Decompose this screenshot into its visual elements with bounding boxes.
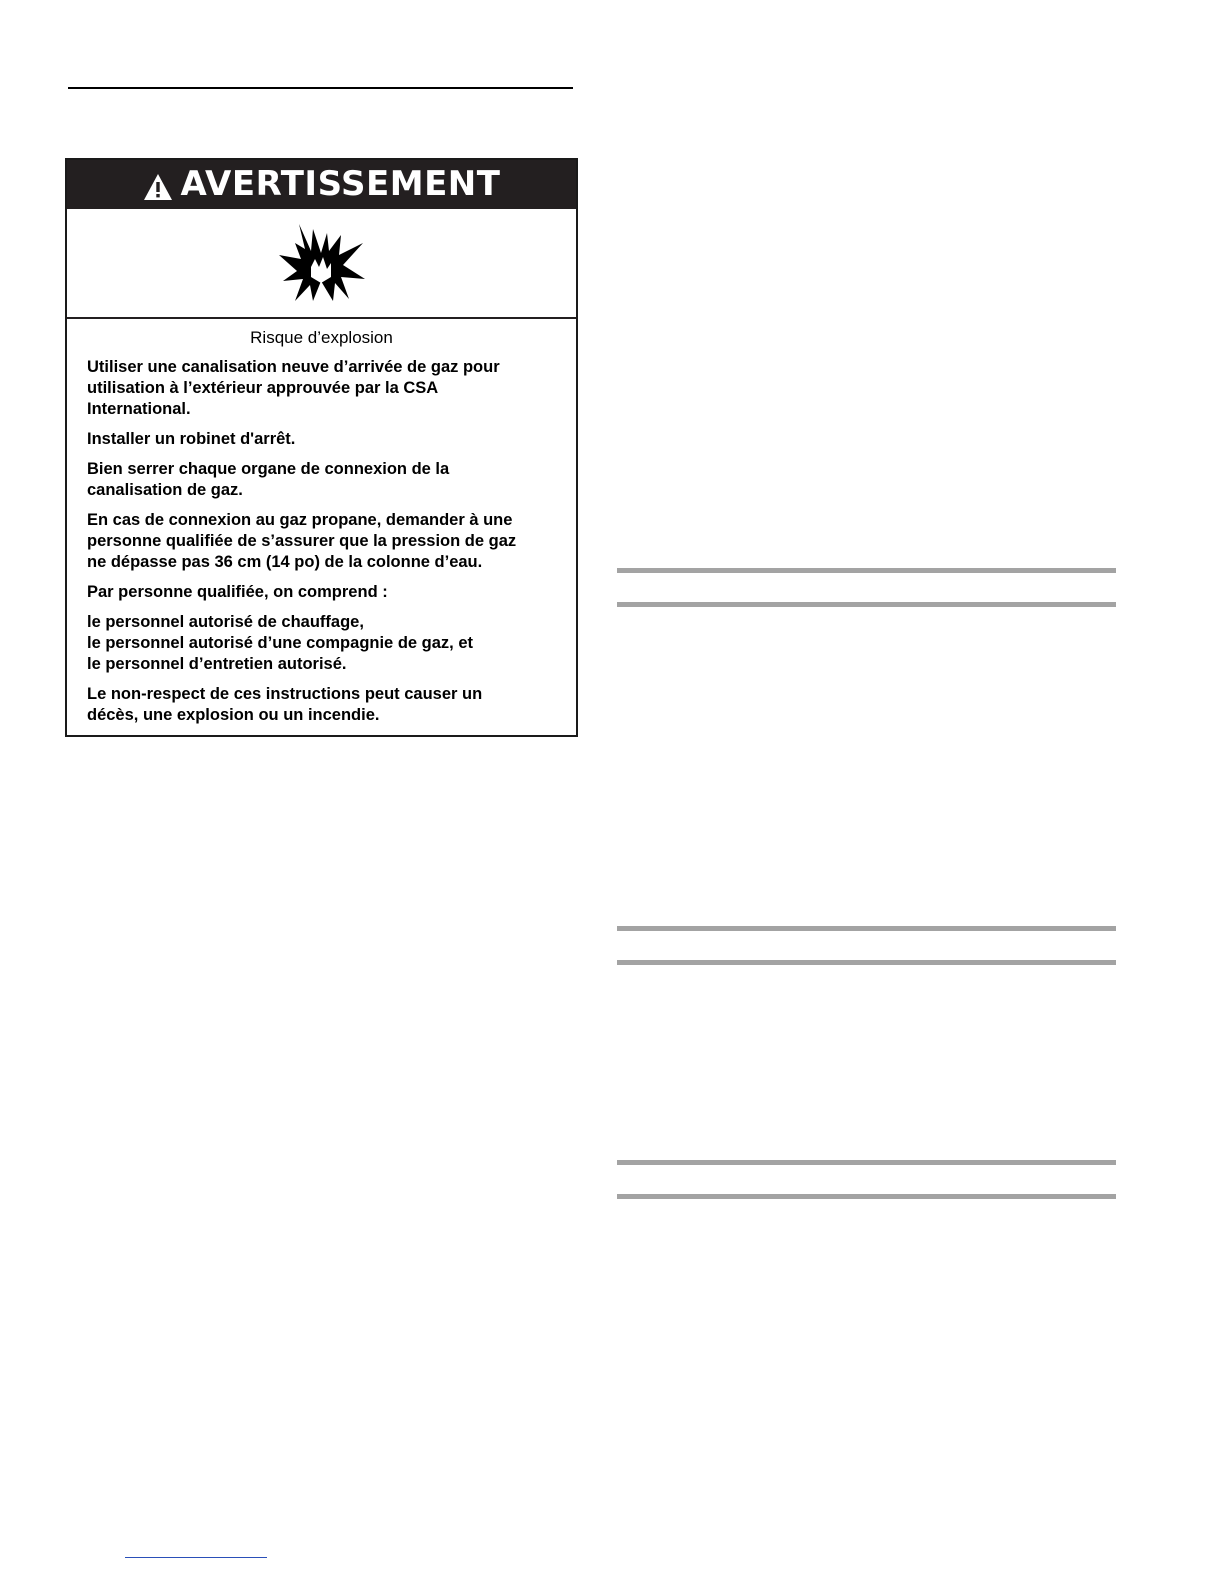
section-rule-3-top [617,1160,1116,1165]
alert-triangle-icon [143,170,173,198]
warning-paragraph-new-gas-line [87,357,556,420]
line: Par personne qualifiée, on comprend : [87,583,388,601]
section-rule-2-bottom [617,960,1116,965]
top-rule [68,87,573,89]
warning-header [67,160,576,207]
line: Utiliser une canalisation neuve d’arrivée de gaz pour [87,358,500,376]
line: décès, une explosion ou un incendie. [87,706,380,724]
line: le personnel autorisé d’une compagnie de gaz, et [87,634,474,652]
line: personne qualifiée de s’assurer que la pression de gaz [87,532,517,550]
line: Bien serrer chaque organe de connexion de la [87,460,450,478]
warning-box [65,158,578,737]
risk-title: Risque d’explosion [250,328,393,347]
warning-paragraph-qualified-person [87,582,556,603]
warning-paragraph-personnel-list [87,612,556,675]
line: Installer un robinet d'arrêt. [87,430,296,448]
line: ne dépasse pas 36 cm (14 po) de la colonne d’eau. [87,553,483,571]
section-rule-1-top [617,568,1116,573]
warning-body [67,319,576,726]
warning-paragraph-consequences [87,684,556,726]
line: le personnel d’entretien autorisé. [87,655,347,673]
warning-title: AVERTISSEMENT [180,163,501,204]
section-rule-1-bottom [617,602,1116,607]
line: utilisation à l’extérieur approuvée par la CSA [87,379,439,397]
line: canalisation de gaz. [87,481,243,499]
hazard-symbol-panel [67,207,576,319]
line: Le non-respect de ces instructions peut causer un [87,685,483,703]
line: En cas de connexion au gaz propane, demander à une [87,511,513,529]
section-rule-3-bottom [617,1194,1116,1199]
warning-paragraph-propane-pressure [87,510,556,573]
warning-paragraph-shutoff-valve [87,429,556,450]
section-rule-2-top [617,926,1116,931]
footer-link-underline[interactable] [125,1557,267,1558]
explosion-icon [277,221,367,305]
line: International. [87,400,191,418]
warning-paragraph-tighten-connections [87,459,556,501]
line: le personnel autorisé de chauffage, [87,613,364,631]
